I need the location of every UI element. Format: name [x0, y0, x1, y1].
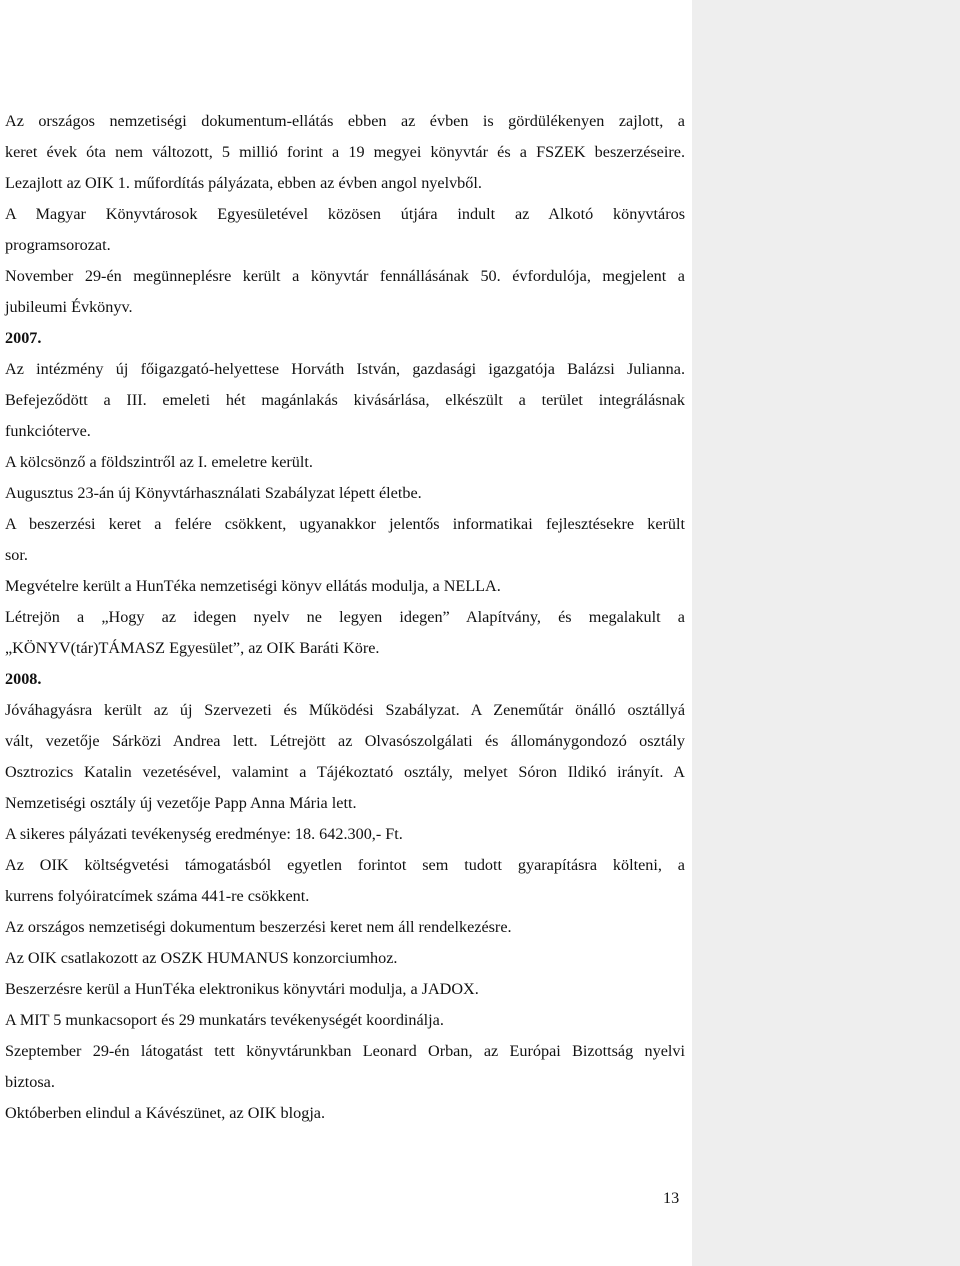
text-line: biztosa.	[5, 1073, 55, 1091]
text-line: vált, vezetője Sárközi Andrea lett. Létrejött az Olvasószolgálati és állománygondozó osztály	[5, 732, 685, 750]
text-line: November 29-én megünneplésre került a könyvtár fennállásának 50. évfordulója, megjelent a	[5, 267, 685, 285]
text-line: Jóváhagyásra került az új Szervezeti és Működési Szabályzat. A Zeneműtár önálló osztállyá	[5, 701, 685, 719]
comment-margin-pane	[692, 0, 960, 1266]
text-line: Osztrozics Katalin vezetésével, valamint a Tájékoztató osztály, melyet Sóron Ildikó irányít. A	[5, 763, 685, 781]
text-line: A MIT 5 munkacsoport és 29 munkatárs tevékenységét koordinálja.	[5, 1011, 444, 1029]
text-line: Szeptember 29-én látogatást tett könyvtárunkban Leonard Orban, az Európai Bizottság nyelvi	[5, 1042, 685, 1060]
text-line: Létrejön a „Hogy az idegen nyelv ne legyen idegen” Alapítvány, és megalakult a	[5, 608, 685, 626]
text-line: A beszerzési keret a felére csökkent, ugyanakkor jelentős informatikai fejlesztésekre került	[5, 515, 685, 533]
year-heading-2008: 2008.	[5, 670, 42, 688]
text-line: A sikeres pályázati tevékenység eredménye: 18. 642.300,- Ft.	[5, 825, 403, 843]
text-line: Lezajlott az OIK 1. műfordítás pályázata, ebben az évben angol nyelvből.	[5, 174, 482, 192]
text-line: kurrens folyóiratcímek száma 441-re csökkent.	[5, 887, 310, 905]
text-line: Októberben elindul a Kávészünet, az OIK blogja.	[5, 1104, 326, 1122]
text-line: funkcióterve.	[5, 422, 91, 440]
text-line: A kölcsönző a földszintről az I. emeletre került.	[5, 453, 313, 471]
text-line: Az intézmény új főigazgató-helyettese Horváth István, gazdasági igazgatója Balázsi Julianna.	[5, 360, 685, 378]
text-line: Az országos nemzetiségi dokumentum-ellátás ebben az évben is gördülékenyen zajlott, a	[5, 112, 685, 130]
text-line: Az OIK költségvetési támogatásból egyetlen forintot sem tudott gyarapításra költeni, a	[5, 856, 685, 874]
document-body	[5, 106, 685, 1129]
text-line: Augusztus 23-án új Könyvtárhasználati Szabályzat lépett életbe.	[5, 484, 422, 502]
text-line: Megvételre került a HunTéka nemzetiségi könyv ellátás modulja, a NELLA.	[5, 577, 501, 595]
text-line: programsorozat.	[5, 236, 111, 254]
text-line: Beszerzésre kerül a HunTéka elektronikus könyvtári modulja, a JADOX.	[5, 980, 479, 998]
text-line: keret évek óta nem változott, 5 millió forint a 19 megyei könyvtár és a FSZEK beszerzéseire.	[5, 143, 685, 161]
year-heading-2007: 2007.	[5, 329, 42, 347]
text-line: jubileumi Évkönyv.	[5, 298, 133, 316]
text-line: Nemzetiségi osztály új vezetője Papp Anna Mária lett.	[5, 794, 357, 812]
text-line: Az OIK csatlakozott az OSZK HUMANUS konzorciumhoz.	[5, 949, 398, 967]
text-line: A Magyar Könyvtárosok Egyesületével közösen útjára indult az Alkotó könyvtáros	[5, 205, 685, 223]
text-line: Az országos nemzetiségi dokumentum beszerzési keret nem áll rendelkezésre.	[5, 918, 512, 936]
text-line: sor.	[5, 546, 28, 564]
text-line: „KÖNYV(tár)TÁMASZ Egyesület”, az OIK Baráti Köre.	[5, 639, 380, 657]
text-line: Befejeződött a III. emeleti hét magánlakás kivásárlása, elkészült a terület integrálásnak	[5, 391, 685, 409]
page-number: 13	[663, 1189, 680, 1207]
